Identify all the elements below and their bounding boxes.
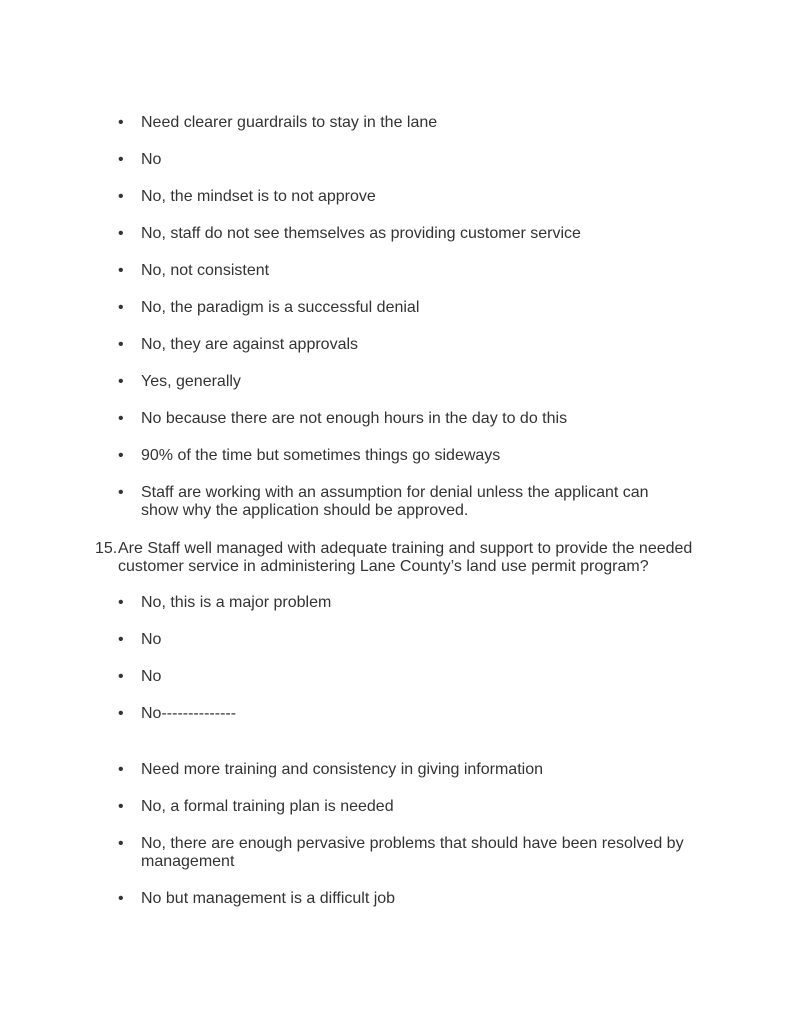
list-item [0, 410, 686, 428]
bullet-icon: • [118, 705, 124, 722]
response-list-q15-b [0, 761, 800, 908]
list-item [0, 114, 686, 132]
list-item-text: No-------------- [141, 705, 237, 722]
list-item-text: No because there are not enough hours in the day to do this [141, 410, 568, 427]
list-item [0, 151, 686, 169]
response-list-q15-a [0, 594, 800, 723]
bullet-icon: • [118, 410, 124, 427]
list-item-text: No, there are enough pervasive problems that should have been resolved by management [141, 835, 684, 870]
bullet-icon: • [118, 890, 124, 907]
question-15 [95, 540, 695, 576]
bullet-icon: • [118, 668, 124, 685]
bullet-icon: • [118, 299, 124, 316]
list-item-text: No, not consistent [141, 262, 270, 279]
bullet-icon: • [118, 594, 124, 611]
list-item-text: Staff are working with an assumption for denial unless the applicant can show why the application should be approved. [141, 484, 649, 519]
list-item [0, 835, 686, 871]
bullet-icon: • [118, 188, 124, 205]
response-list-q14 [0, 114, 800, 520]
bullet-icon: • [118, 151, 124, 168]
list-item [0, 705, 686, 723]
list-item-text: No, they are against approvals [141, 336, 359, 353]
list-item [0, 447, 686, 465]
list-item [0, 668, 686, 686]
list-item [0, 188, 686, 206]
list-item-text: No but management is a difficult job [141, 890, 396, 907]
bullet-icon: • [118, 447, 124, 464]
list-item-text: No [141, 668, 162, 685]
list-item [0, 262, 686, 280]
bullet-icon: • [118, 631, 124, 648]
list-item [0, 484, 686, 520]
bullet-icon: • [118, 225, 124, 242]
list-item [0, 373, 686, 391]
bullet-icon: • [118, 835, 124, 852]
bullet-icon: • [118, 262, 124, 279]
question-text: Are Staff well managed with adequate training and support to provide the needed customer service in administering Lane County’s land use permit program? [118, 540, 693, 575]
list-item [0, 890, 686, 908]
list-item [0, 631, 686, 649]
bullet-icon: • [118, 336, 124, 353]
list-item [0, 761, 686, 779]
list-item [0, 594, 686, 612]
list-item-text: No, the mindset is to not approve [141, 188, 376, 205]
list-item-text: No, staff do not see themselves as providing customer service [141, 225, 581, 242]
list-item-text: No, the paradigm is a successful denial [141, 299, 420, 316]
list-item-text: Need clearer guardrails to stay in the lane [141, 114, 438, 131]
bullet-icon: • [118, 373, 124, 390]
question-number: 15. [95, 540, 118, 557]
list-item-text: No [141, 151, 162, 168]
bullet-icon: • [118, 798, 124, 815]
list-item-text: No, this is a major problem [141, 594, 332, 611]
bullet-icon: • [118, 484, 124, 501]
list-item-text: No, a formal training plan is needed [141, 798, 394, 815]
list-item [0, 225, 686, 243]
list-item-text: 90% of the time but sometimes things go sideways [141, 447, 501, 464]
list-item [0, 299, 686, 317]
list-item-text: Yes, generally [141, 373, 241, 390]
list-item [0, 336, 686, 354]
list-item-text: Need more training and consistency in giving information [141, 761, 543, 778]
list-item-text: No [141, 631, 162, 648]
bullet-icon: • [118, 114, 124, 131]
bullet-icon: • [118, 761, 124, 778]
list-item [0, 798, 686, 816]
